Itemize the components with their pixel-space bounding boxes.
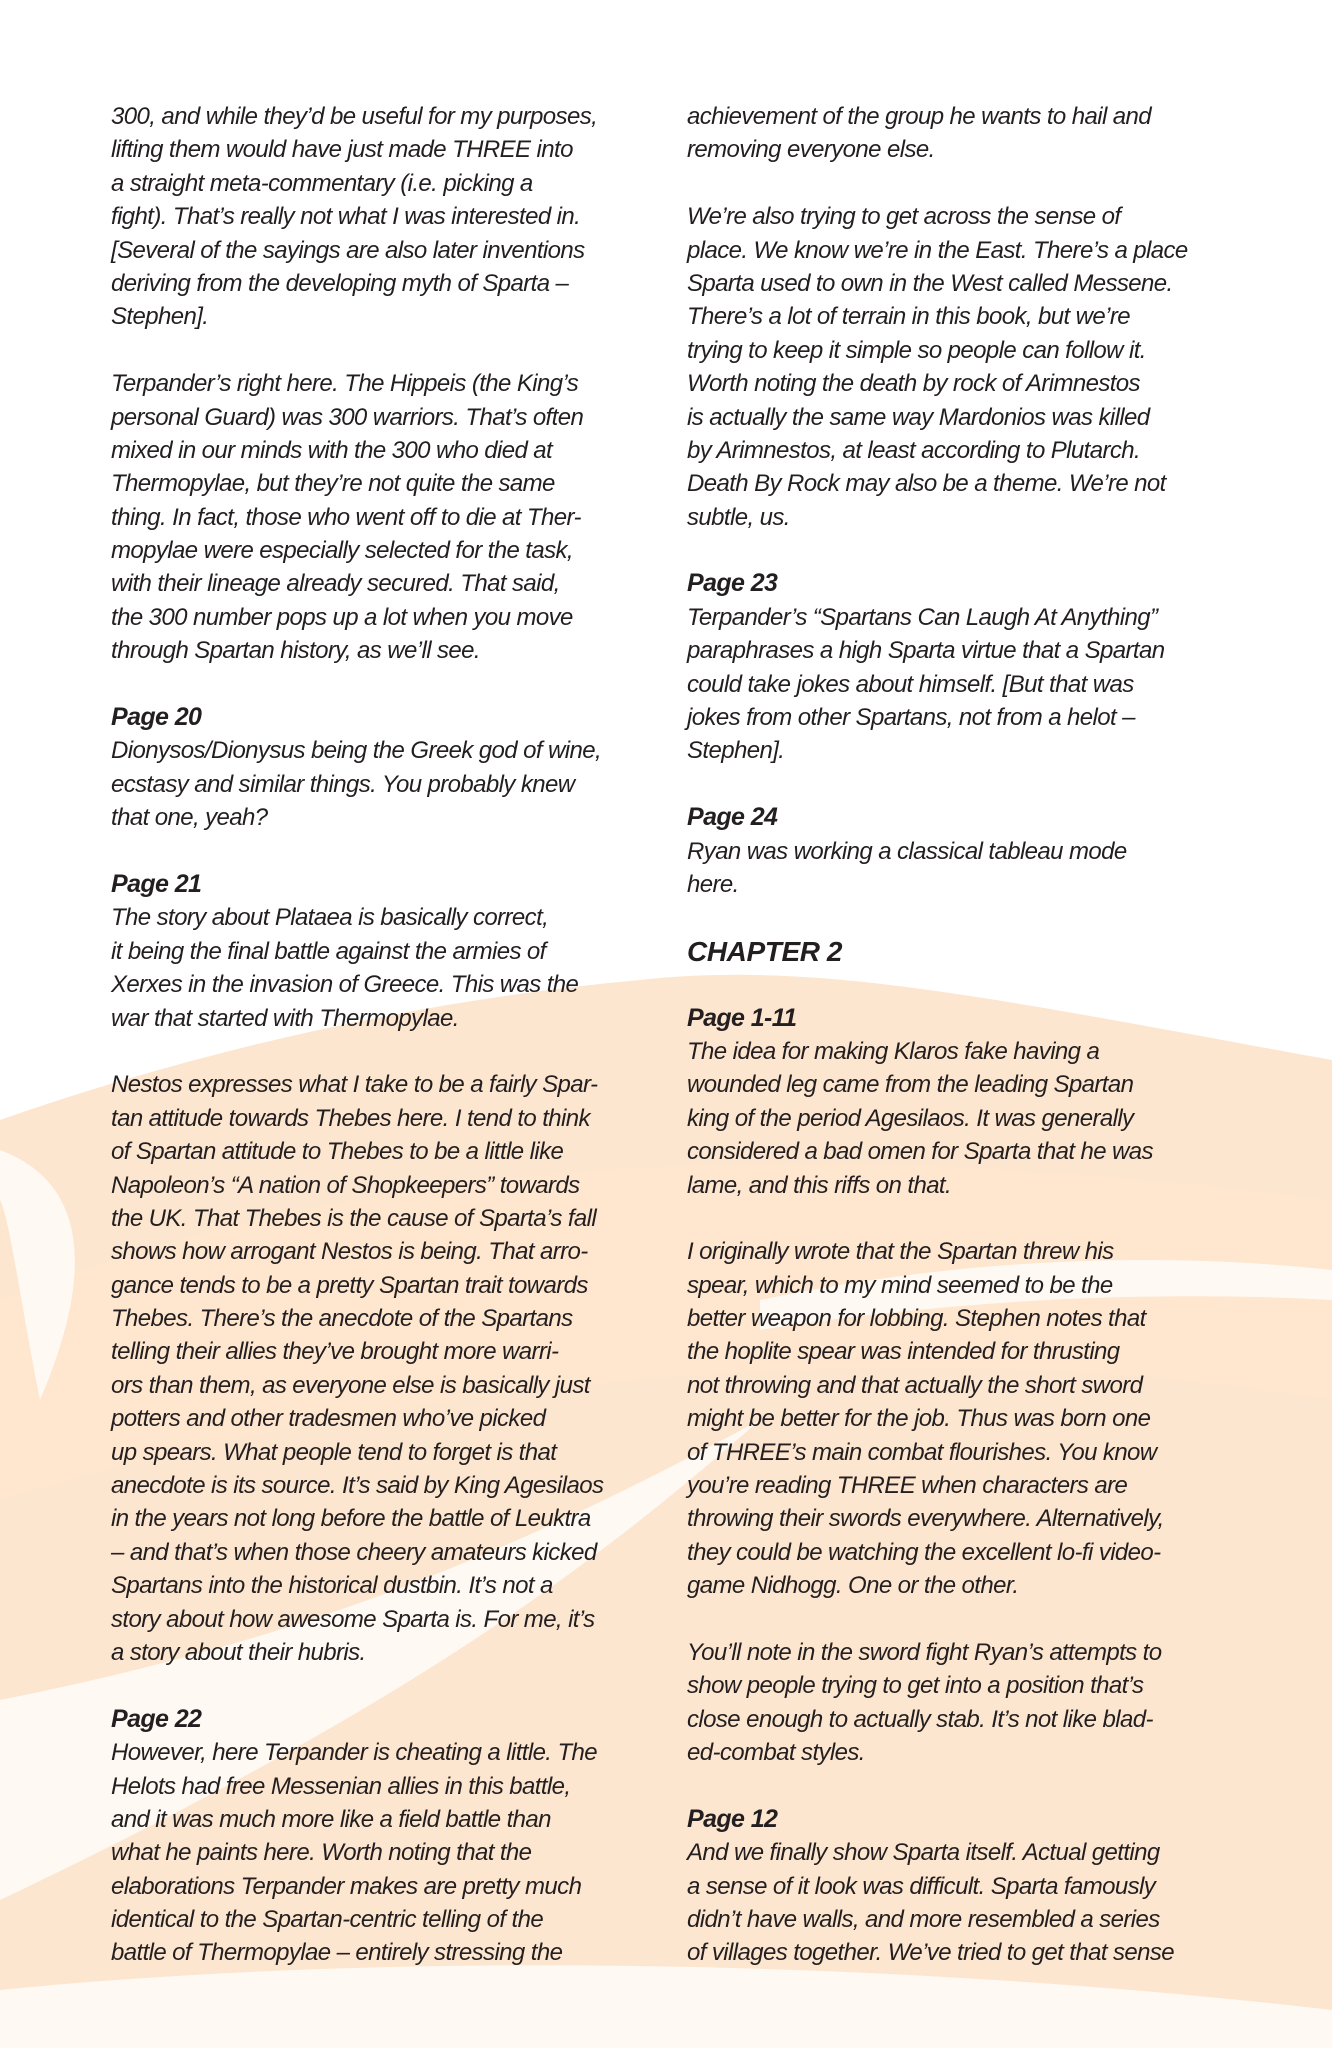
text-line: story about how awesome Sparta is. For me, it’s [111,1605,595,1633]
text-line: shows how arrogant Nestos is being. That arro- [111,1238,588,1266]
text-line: The idea for making Klaros fake having a [687,1037,1100,1065]
text-line: Spartans into the historical dustbin. It’s not a [111,1572,553,1600]
text-line: potters and other tradesmen who’ve picked [111,1405,546,1433]
text-line: gance tends to be a pretty Spartan trait towards [111,1271,588,1299]
section-heading: Page 12 [687,1804,778,1833]
left-column [111,100,771,1970]
text-line: telling their allies they’ve brought more warri- [111,1338,559,1366]
paragraph-gap [111,668,771,701]
text-line: war that started with Thermopylae. [111,1004,459,1032]
text-line: anecdote is its source. It’s said by King Agesilaos [111,1472,604,1500]
text-line: didn’t have walls, and more resembled a series [687,1906,1160,1934]
text-line: And we finally show Sparta itself. Actual getting [687,1839,1160,1867]
text-line: what he paints here. Worth noting that the [111,1839,532,1867]
text-line: fight). That’s really not what I was interested in. [111,203,581,231]
text-line: close enough to actually stab. It’s not like blad- [687,1705,1153,1733]
text-line: show people trying to get into a position that’s [687,1672,1144,1700]
text-line: achievement of the group he wants to hail and [687,103,1151,130]
text-line: thing. In fact, those who went off to die at Ther- [111,503,581,531]
text-line: game Nidhogg. One or the other. [687,1572,1019,1600]
section-heading: Page 22 [111,1704,202,1733]
text-line: Thermopylae, but they’re not quite the same [111,470,555,498]
section-heading: Page 1-11 [687,1003,797,1032]
text-line: Helots had free Messenian allies in this battle, [111,1772,571,1800]
text-line: trying to keep it simple so people can follow it. [687,336,1146,364]
text-line: ed-combat styles. [687,1739,865,1767]
text-line: mixed in our minds with the 300 who died at [111,436,553,464]
text-line: Dionysos/Dionysus being the Greek god of wine, [111,737,602,765]
text-line: jokes from other Spartans, not from a helot – [687,704,1135,732]
text-line: up spears. What people tend to forget is that [111,1438,557,1466]
text-line: the 300 number pops up a lot when you move [111,603,573,631]
text-line: There’s a lot of terrain in this book, but we’re [687,303,1130,331]
text-line: ors than them, as everyone else is basically just [111,1371,590,1399]
text-line: of villages together. We’ve tried to get that sense [687,1939,1175,1967]
text-line: 300, and while they’d be useful for my purposes, [111,103,598,130]
text-line: I originally wrote that the Spartan threw his [687,1238,1114,1266]
text-line: in the years not long before the battle of Leuktra [111,1505,591,1533]
section-heading: Page 21 [111,869,202,898]
section-heading: Page 24 [687,803,778,832]
text-line: deriving from the developing myth of Sparta – [111,269,569,297]
text-line: personal Guard) was 300 warriors. That’s often [111,403,584,431]
text-line: Ryan was working a classical tableau mode [687,837,1127,865]
text-line: You’ll note in the sword fight Ryan’s attempts to [687,1638,1162,1666]
text-line: identical to the Spartan-centric telling of the [111,1906,544,1934]
text-line: is actually the same way Mardonios was killed [687,403,1150,431]
paragraph-gap [687,1202,1332,1235]
text-line: Terpander’s right here. The Hippeis (the King’s [111,370,579,398]
text-line: subtle, us. [687,503,790,531]
text-line: We’re also trying to get across the sense of [687,203,1121,231]
text-line: not throwing and that actually the short sword [687,1371,1143,1399]
text-line: it being the final battle against the armies of [111,937,546,965]
text-line: could take jokes about himself. [But that was [687,670,1134,698]
text-line: better weapon for lobbing. Stephen notes that [687,1305,1146,1333]
text-line: wounded leg came from the leading Spartan [687,1071,1134,1099]
text-line: [Several of the sayings are also later inventions [111,236,585,264]
text-line: through Spartan history, as we’ll see. [111,637,480,665]
text-line: Death By Rock may also be a theme. We’re not [687,470,1166,498]
text-line: might be better for the job. Thus was born one [687,1405,1151,1433]
text-line: lifting them would have just made THREE into [111,136,573,164]
text-line: Nestos expresses what I take to be a fairly Spar- [111,1071,598,1099]
text-line: by Arimnestos, at least according to Plutarch. [687,436,1141,464]
paragraph-gap [687,167,1332,200]
text-line: a straight meta-commentary (i.e. picking a [111,169,533,197]
text-line: with their lineage already secured. That said, [111,570,560,598]
text-line: However, here Terpander is cheating a little. The [111,1739,598,1767]
text-line: Worth noting the death by rock of Arimnestos [687,370,1140,398]
text-line: – and that’s when those cheery amateurs kicked [111,1538,597,1566]
text-line: a sense of it look was difficult. Sparta famously [687,1872,1156,1900]
paragraph-gap [687,768,1332,801]
text-line: spear, which to my mind seemed to be the [687,1271,1113,1299]
text-line: place. We know we’re in the East. There’s a place [687,236,1188,264]
section-heading: Page 20 [111,703,202,732]
text-line: considered a bad omen for Sparta that he was [687,1138,1153,1166]
text-line: Stephen]. [687,737,785,765]
text-line: Sparta used to own in the West called Messene. [687,269,1173,297]
paragraph-gap [111,334,771,367]
paragraph-gap [111,1035,771,1068]
text-line: that one, yeah? [111,804,268,832]
text-line: mopylae were especially selected for the task, [111,537,573,565]
text-line: battle of Thermopylae – entirely stressing the [111,1939,563,1967]
text-line: the UK. That Thebes is the cause of Sparta’s fall [111,1204,597,1232]
text-line: Thebes. There’s the anecdote of the Spartans [111,1305,573,1333]
text-line: removing everyone else. [687,136,935,164]
paragraph-gap [687,1770,1332,1803]
text-line: Stephen]. [111,303,209,331]
text-line: Xerxes in the invasion of Greece. This was the [111,971,579,999]
text-line: Terpander’s “Spartans Can Laugh At Anything” [687,603,1158,631]
paragraph-gap [111,1669,771,1702]
text-line: a story about their hubris. [111,1638,366,1666]
chapter-heading: CHAPTER 2 [687,935,843,967]
text-line: ecstasy and similar things. You probably knew [111,770,575,798]
text-line: you’re reading THREE when characters are [687,1472,1128,1500]
paragraph-gap [687,901,1332,934]
text-line: tan attitude towards Thebes here. I tend to think [111,1104,590,1132]
text-line: and it was much more like a field battle than [111,1805,551,1833]
paragraph-gap [111,835,771,868]
text-line: the hoplite spear was intended for thrusting [687,1338,1120,1366]
paragraph-gap [687,534,1332,567]
right-column [687,100,1332,1970]
text-line: elaborations Terpander makes are pretty much [111,1872,582,1900]
text-line: king of the period Agesilaos. It was generally [687,1104,1134,1132]
paragraph-gap [687,968,1332,1001]
text-line: Napoleon’s “A nation of Shopkeepers” towards [111,1171,580,1199]
text-line: here. [687,870,739,898]
text-line: they could be watching the excellent lo-fi video- [687,1538,1161,1566]
text-line: lame, and this riffs on that. [687,1171,952,1199]
text-line: The story about Plataea is basically correct, [111,904,549,932]
paragraph-gap [687,1603,1332,1636]
text-line: of Spartan attitude to Thebes to be a little like [111,1138,564,1166]
text-line: paraphrases a high Sparta virtue that a Spartan [687,637,1165,665]
text-line: of THREE’s main combat flourishes. You know [687,1438,1157,1466]
section-heading: Page 23 [687,569,778,598]
text-line: throwing their swords everywhere. Alternatively, [687,1505,1164,1533]
